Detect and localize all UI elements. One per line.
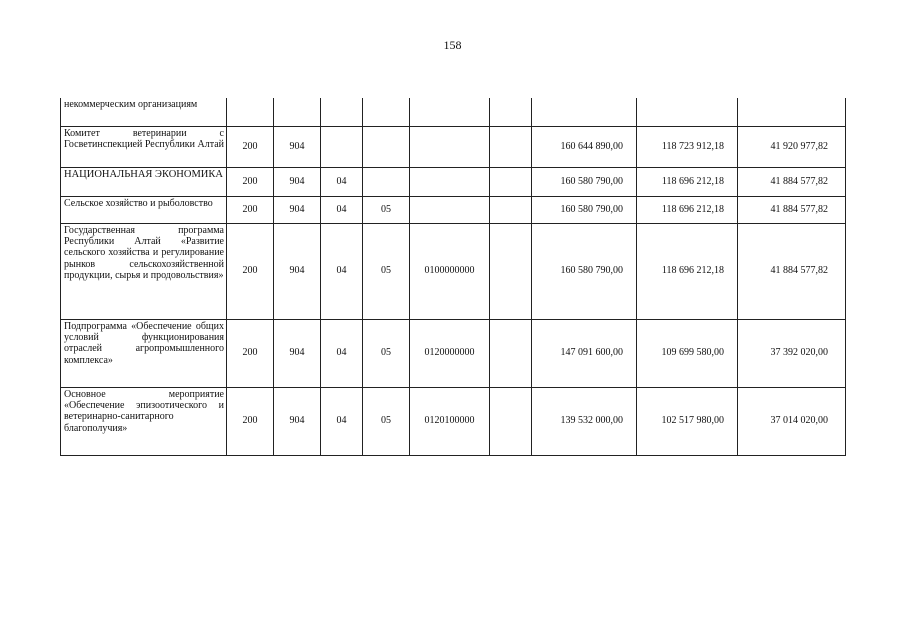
subsection-code-cell: 05 (363, 223, 410, 319)
remaining-amount-cell: 41 884 577,82 (738, 167, 846, 196)
subsection-code-cell: 05 (363, 319, 410, 387)
row-name-cell: Подпрограмма «Обеспечение общих условий функционирования отраслей агропромышленного комплекса» (61, 319, 227, 387)
remaining-amount-cell: 41 884 577,82 (738, 223, 846, 319)
executed-amount-cell: 118 723 912,18 (637, 126, 738, 167)
row-name-cell: НАЦИОНАЛЬНАЯ ЭКОНОМИКА (61, 167, 227, 196)
target-article-cell: 0100000000 (410, 223, 490, 319)
table-row (61, 126, 846, 167)
row-name-cell: Комитет ветеринарии с Госветинспекцией Республики Алтай (61, 126, 227, 167)
budget-table (60, 98, 846, 456)
ministry-code-cell (274, 98, 321, 126)
section-code-cell: 04 (321, 319, 363, 387)
target-article-cell (410, 196, 490, 223)
section-code-cell: 04 (321, 167, 363, 196)
ministry-code-cell: 904 (274, 196, 321, 223)
ministry-code-cell: 904 (274, 126, 321, 167)
section-code-cell: 04 (321, 196, 363, 223)
page-number: 158 (443, 38, 462, 52)
ministry-code-cell: 904 (274, 387, 321, 455)
admin-code-cell: 200 (227, 126, 274, 167)
executed-amount-cell: 118 696 212,18 (637, 223, 738, 319)
expense-type-cell (490, 196, 532, 223)
section-code-cell: 04 (321, 223, 363, 319)
approved-amount-cell: 160 580 790,00 (532, 223, 637, 319)
section-code-cell: 04 (321, 387, 363, 455)
table-row (61, 167, 846, 196)
remaining-amount-cell: 41 884 577,82 (738, 196, 846, 223)
table-row (61, 319, 846, 387)
subsection-code-cell (363, 167, 410, 196)
ministry-code-cell: 904 (274, 167, 321, 196)
row-name-cell: Основное мероприятие «Обеспечение эпизоотического и ветеринарно-санитарного благополучия» (61, 387, 227, 455)
expense-type-cell (490, 167, 532, 196)
expense-type-cell (490, 126, 532, 167)
approved-amount-cell: 160 580 790,00 (532, 167, 637, 196)
table-row (61, 387, 846, 455)
admin-code-cell: 200 (227, 167, 274, 196)
row-name-cell: Государственная программа Республики Алтай «Развитие сельского хозяйства и регулирование рынков сельскохозяйственной продукции, сырья и продовольствия» (61, 223, 227, 319)
approved-amount-cell: 160 580 790,00 (532, 196, 637, 223)
row-name-cell: некоммерческим организациям (61, 98, 227, 126)
admin-code-cell: 200 (227, 223, 274, 319)
table-row (61, 223, 846, 319)
remaining-amount-cell: 37 392 020,00 (738, 319, 846, 387)
executed-amount-cell: 102 517 980,00 (637, 387, 738, 455)
row-name-cell: Сельское хозяйство и рыболовство (61, 196, 227, 223)
subsection-code-cell (363, 126, 410, 167)
expense-type-cell (490, 223, 532, 319)
executed-amount-cell: 109 699 580,00 (637, 319, 738, 387)
admin-code-cell (227, 98, 274, 126)
expense-type-cell (490, 387, 532, 455)
target-article-cell (410, 126, 490, 167)
approved-amount-cell: 139 532 000,00 (532, 387, 637, 455)
admin-code-cell: 200 (227, 387, 274, 455)
remaining-amount-cell (738, 98, 846, 126)
section-code-cell (321, 126, 363, 167)
target-article-cell: 0120000000 (410, 319, 490, 387)
admin-code-cell: 200 (227, 319, 274, 387)
ministry-code-cell: 904 (274, 223, 321, 319)
target-article-cell (410, 167, 490, 196)
remaining-amount-cell: 37 014 020,00 (738, 387, 846, 455)
table-row (61, 98, 846, 126)
expense-type-cell (490, 98, 532, 126)
target-article-cell: 0120100000 (410, 387, 490, 455)
ministry-code-cell: 904 (274, 319, 321, 387)
approved-amount-cell: 147 091 600,00 (532, 319, 637, 387)
subsection-code-cell: 05 (363, 387, 410, 455)
table-row (61, 196, 846, 223)
executed-amount-cell (637, 98, 738, 126)
remaining-amount-cell: 41 920 977,82 (738, 126, 846, 167)
subsection-code-cell (363, 98, 410, 126)
approved-amount-cell: 160 644 890,00 (532, 126, 637, 167)
executed-amount-cell: 118 696 212,18 (637, 167, 738, 196)
approved-amount-cell (532, 98, 637, 126)
executed-amount-cell: 118 696 212,18 (637, 196, 738, 223)
subsection-code-cell: 05 (363, 196, 410, 223)
admin-code-cell: 200 (227, 196, 274, 223)
target-article-cell (410, 98, 490, 126)
section-code-cell (321, 98, 363, 126)
expense-type-cell (490, 319, 532, 387)
